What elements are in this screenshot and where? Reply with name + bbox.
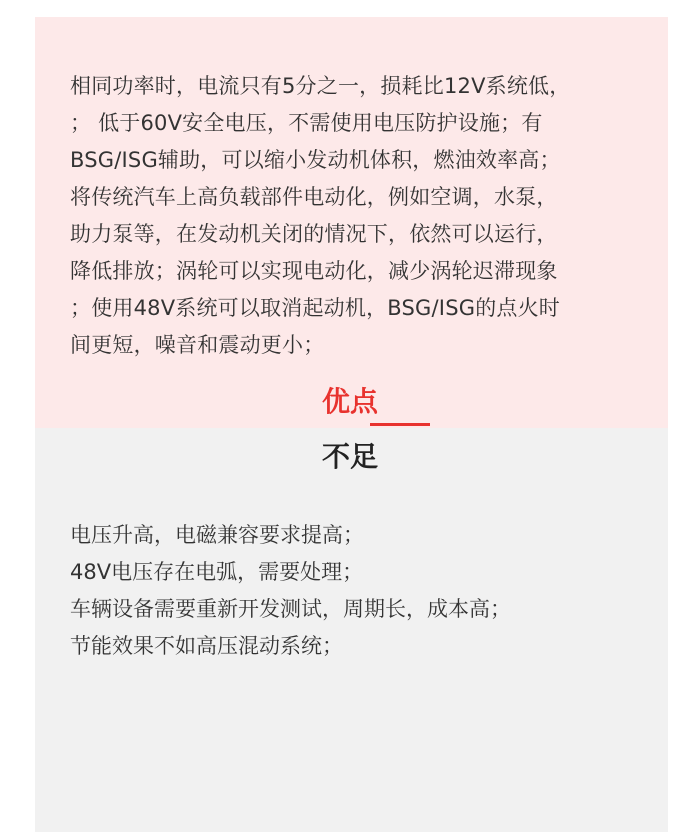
pros-line: 降低排放；涡轮可以实现电动化，减少涡轮迟滞现象 — [70, 259, 558, 283]
pros-heading-underline — [370, 423, 430, 426]
pros-line: ；使用48V系统可以取消起动机，BSG/ISG的点火时 — [70, 296, 560, 320]
cons-list-item: 节能效果不如高压混动系统； — [70, 634, 343, 658]
cons-list-item: 48V电压存在电弧，需要处理； — [70, 560, 364, 584]
cons-list-item: 电压升高，电磁兼容要求提高； — [70, 523, 364, 547]
cons-heading: 不足 — [321, 440, 378, 473]
pros-paragraph — [70, 68, 645, 364]
pros-line: 间更短，噪音和震动更小； — [70, 333, 325, 357]
pros-heading: 优点 — [321, 385, 378, 418]
pros-line: 将传统汽车上高负载部件电动化，例如空调，水泵， — [70, 185, 558, 209]
pros-line: 相同功率时，电流只有5分之一，损耗比12V系统低， — [70, 74, 571, 98]
cons-list-item: 车辆设备需要重新开发测试，周期长，成本高； — [70, 597, 511, 621]
pros-line: 助力泵等，在发动机关闭的情况下，依然可以运行， — [70, 222, 558, 246]
cons-list — [70, 517, 511, 665]
pros-line: ； 低于60V安全电压，不需使用电压防护设施；有 — [70, 111, 543, 135]
pros-line: BSG/ISG辅助，可以缩小发动机体积，燃油效率高； — [70, 148, 561, 172]
